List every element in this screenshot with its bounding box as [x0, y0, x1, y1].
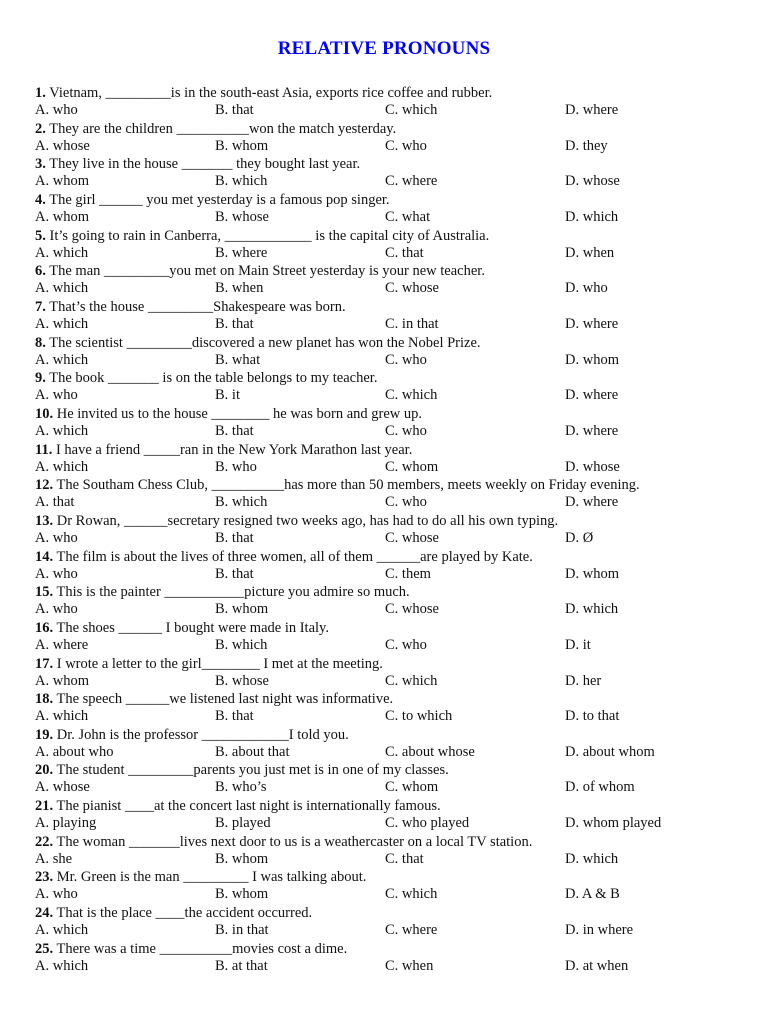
option-a: A. who	[35, 529, 78, 546]
option-b: B. about that	[215, 743, 290, 760]
question-text: The scientist _________discovered a new planet has won the Nobel Prize.	[49, 334, 481, 351]
option-d: D. which	[565, 850, 619, 867]
question-item	[35, 512, 735, 548]
question-stem	[35, 940, 735, 958]
question-stem	[35, 120, 735, 138]
option-d: D. her	[565, 672, 602, 689]
question-number: 17.	[35, 655, 54, 672]
question-stem	[35, 405, 735, 423]
question-stem	[35, 298, 735, 316]
option-d: D. they	[565, 137, 608, 154]
option-c: C. whom	[385, 779, 439, 796]
question-item	[35, 476, 735, 512]
question-number: 2.	[35, 120, 46, 137]
option-c: C. which	[385, 672, 438, 689]
answer-options	[35, 280, 735, 298]
option-d: D. it	[565, 636, 591, 653]
option-d: D. which	[565, 601, 619, 618]
option-c: C. which	[385, 387, 438, 404]
question-text: The woman _______lives next door to us is a weathercaster on a local TV station.	[56, 833, 533, 850]
question-text: This is the painter ___________picture you admire so much.	[56, 584, 410, 601]
option-b: B. that	[215, 529, 254, 546]
question-number: 12.	[35, 477, 54, 494]
answer-options	[35, 459, 735, 477]
question-stem	[35, 441, 735, 459]
question-number: 18.	[35, 691, 54, 708]
question-number: 10.	[35, 405, 54, 422]
option-c: C. who	[385, 636, 427, 653]
option-d: D. where	[565, 102, 619, 118]
question-text: The film is about the lives of three women, all of them ______are played by Kate.	[56, 548, 533, 565]
option-c: C. that	[385, 244, 424, 261]
question-item	[35, 405, 735, 441]
option-a: A. who	[35, 387, 78, 404]
answer-options	[35, 530, 735, 548]
option-b: B. whom	[215, 886, 269, 903]
option-d: D. to that	[565, 708, 620, 725]
option-d: D. about whom	[565, 743, 655, 760]
option-b: B. what	[215, 351, 261, 368]
option-a: A. that	[35, 494, 75, 511]
option-d: D. where	[565, 315, 619, 332]
answer-options	[35, 673, 735, 691]
option-a: A. which	[35, 922, 89, 939]
option-c: C. who	[385, 137, 427, 154]
question-item	[35, 548, 735, 584]
option-a: A. where	[35, 636, 89, 653]
option-a: A. which	[35, 422, 89, 439]
option-b: B. which	[215, 636, 268, 653]
question-item	[35, 155, 735, 191]
question-stem	[35, 904, 735, 922]
option-a: A. which	[35, 957, 89, 974]
option-c: C. what	[385, 208, 431, 225]
question-stem	[35, 548, 735, 566]
option-c: C. who	[385, 351, 427, 368]
question-text: The pianist ____at the concert last night is internationally famous.	[56, 798, 441, 815]
option-a: A. who	[35, 601, 78, 618]
question-item	[35, 120, 735, 156]
option-a: A. about who	[35, 743, 114, 760]
answer-options	[35, 851, 735, 869]
question-text: That’s the house _________Shakespeare was born.	[49, 298, 346, 315]
option-a: A. which	[35, 244, 89, 261]
option-c: C. where	[385, 173, 438, 190]
answer-options	[35, 138, 735, 156]
question-text: The Southam Chess Club, __________has more than 50 members, meets weekly on Friday evening.	[56, 477, 640, 494]
option-b: B. whom	[215, 850, 269, 867]
option-b: B. whose	[215, 208, 269, 225]
question-text: Dr. John is the professor ____________I told you.	[56, 726, 349, 743]
question-number: 9.	[35, 370, 46, 387]
question-stem	[35, 84, 735, 102]
option-c: C. to which	[385, 708, 453, 725]
option-c: C. which	[385, 102, 438, 118]
question-stem	[35, 191, 735, 209]
question-item	[35, 334, 735, 370]
option-d: D. where	[565, 387, 619, 404]
question-number: 25.	[35, 940, 54, 957]
option-d: D. Ø	[565, 529, 594, 546]
question-stem	[35, 833, 735, 851]
answer-options	[35, 958, 735, 976]
option-b: B. whom	[215, 137, 269, 154]
question-stem	[35, 334, 735, 352]
question-number: 16.	[35, 619, 54, 636]
question-stem	[35, 262, 735, 280]
question-number: 4.	[35, 191, 46, 208]
question-text: The shoes ______ I bought were made in Italy.	[56, 619, 329, 636]
question-item	[35, 726, 735, 762]
option-d: D. who	[565, 280, 608, 297]
option-b: B. that	[215, 708, 254, 725]
option-a: A. she	[35, 850, 73, 867]
option-d: D. whom	[565, 351, 619, 368]
question-stem	[35, 619, 735, 637]
question-item	[35, 191, 735, 227]
question-item	[35, 298, 735, 334]
question-item	[35, 655, 735, 691]
question-text: The student _________parents you just met is in one of my classes.	[56, 762, 449, 779]
question-stem	[35, 726, 735, 744]
question-text: Vietnam, _________is in the south-east Asia, exports rice coffee and rubber.	[49, 85, 493, 101]
question-number: 24.	[35, 905, 54, 922]
question-text: That is the place ____the accident occurred.	[56, 905, 313, 922]
question-item	[35, 868, 735, 904]
option-a: A. who	[35, 102, 78, 118]
question-number: 7.	[35, 298, 46, 315]
option-b: B. who’s	[215, 779, 267, 796]
option-b: B. at that	[215, 957, 268, 974]
option-a: A. which	[35, 351, 89, 368]
question-stem	[35, 690, 735, 708]
option-c: C. about whose	[385, 743, 475, 760]
answer-options	[35, 209, 735, 227]
option-d: D. whose	[565, 458, 620, 475]
option-b: B. when	[215, 280, 264, 297]
question-number: 15.	[35, 584, 54, 601]
question-number: 20.	[35, 762, 54, 779]
option-a: A. whose	[35, 779, 90, 796]
question-number: 6.	[35, 263, 46, 280]
option-a: A. whom	[35, 208, 89, 225]
option-b: B. that	[215, 315, 254, 332]
option-c: C. where	[385, 922, 438, 939]
option-b: B. it	[215, 387, 240, 404]
option-b: B. where	[215, 244, 268, 261]
option-a: A. who	[35, 886, 78, 903]
question-number: 11.	[35, 441, 53, 458]
option-c: C. when	[385, 957, 434, 974]
option-c: C. that	[385, 850, 424, 867]
question-stem	[35, 583, 735, 601]
answer-options	[35, 245, 735, 263]
question-number: 5.	[35, 227, 46, 244]
answer-options	[35, 173, 735, 191]
worksheet-title: RELATIVE PRONOUNS	[277, 38, 491, 59]
option-c: C. which	[385, 886, 438, 903]
answer-options	[35, 387, 735, 405]
question-text: Mr. Green is the man _________ I was talking about.	[56, 869, 367, 886]
question-item	[35, 583, 735, 619]
question-item	[35, 441, 735, 477]
option-c: C. them	[385, 565, 431, 582]
answer-options	[35, 566, 735, 584]
question-item	[35, 84, 735, 120]
question-stem	[35, 155, 735, 173]
answer-options	[35, 102, 735, 120]
question-number: 8.	[35, 334, 46, 351]
question-text: I have a friend _____ran in the New York Marathon last year.	[55, 441, 413, 458]
question-text: The man _________you met on Main Street yesterday is your new teacher.	[49, 263, 485, 280]
answer-options	[35, 423, 735, 441]
option-a: A. which	[35, 280, 89, 297]
question-number: 3.	[35, 156, 46, 173]
answer-options	[35, 922, 735, 940]
option-a: A. which	[35, 315, 89, 332]
question-item	[35, 904, 735, 940]
option-b: B. that	[215, 102, 254, 118]
question-stem	[35, 369, 735, 387]
option-b: B. who	[215, 458, 257, 475]
option-d: D. where	[565, 494, 619, 511]
option-b: B. whose	[215, 672, 269, 689]
question-stem	[35, 868, 735, 886]
option-a: A. playing	[35, 815, 97, 832]
option-b: B. that	[215, 422, 254, 439]
answer-options	[35, 815, 735, 833]
answer-options	[35, 352, 735, 370]
option-d: D. when	[565, 244, 615, 261]
option-d: D. in where	[565, 922, 634, 939]
question-text: The speech ______we listened last night was informative.	[56, 691, 394, 708]
option-d: D. at when	[565, 957, 629, 974]
question-text: He invited us to the house ________ he was born and grew up.	[56, 405, 423, 422]
answer-options	[35, 744, 735, 762]
option-a: A. which	[35, 458, 89, 475]
question-text: The book _______ is on the table belongs to my teacher.	[49, 370, 378, 387]
question-text: The girl ______ you met yesterday is a famous pop singer.	[49, 191, 390, 208]
option-c: C. whom	[385, 458, 439, 475]
option-d: D. whom played	[565, 815, 662, 832]
option-b: B. played	[215, 815, 271, 832]
question-stem	[35, 655, 735, 673]
question-number: 13.	[35, 512, 54, 529]
option-a: A. whom	[35, 173, 89, 190]
option-b: B. which	[215, 494, 268, 511]
question-number: 21.	[35, 798, 54, 815]
question-stem	[35, 227, 735, 245]
question-number: 22.	[35, 833, 54, 850]
question-item	[35, 940, 735, 976]
question-text: They live in the house _______ they bought last year.	[49, 156, 361, 173]
question-item	[35, 227, 735, 263]
question-number: 23.	[35, 869, 54, 886]
option-c: C. whose	[385, 601, 439, 618]
option-d: D. of whom	[565, 779, 635, 796]
question-text: I wrote a letter to the girl________ I met at the meeting.	[56, 655, 383, 672]
question-stem	[35, 797, 735, 815]
question-stem	[35, 761, 735, 779]
question-item	[35, 369, 735, 405]
option-b: B. which	[215, 173, 268, 190]
option-d: D. whom	[565, 565, 619, 582]
option-c: C. who	[385, 422, 427, 439]
option-c: C. who played	[385, 815, 470, 832]
question-item	[35, 619, 735, 655]
answer-options	[35, 601, 735, 619]
question-item	[35, 690, 735, 726]
option-d: D. A & B	[565, 886, 620, 903]
question-number: 1.	[35, 85, 46, 101]
option-c: C. whose	[385, 280, 439, 297]
option-c: C. in that	[385, 315, 439, 332]
option-a: A. whom	[35, 672, 89, 689]
question-text: There was a time __________movies cost a dime.	[56, 940, 348, 957]
question-item	[35, 262, 735, 298]
option-c: C. whose	[385, 529, 439, 546]
option-a: A. who	[35, 565, 78, 582]
answer-options	[35, 316, 735, 334]
option-d: D. where	[565, 422, 619, 439]
question-number: 19.	[35, 726, 54, 743]
question-stem	[35, 476, 735, 494]
question-stem	[35, 512, 735, 530]
answer-options	[35, 494, 735, 512]
question-item	[35, 797, 735, 833]
question-list	[35, 84, 735, 975]
question-text: It’s going to rain in Canberra, ____________ is the capital city of Australia.	[49, 227, 490, 244]
option-c: C. who	[385, 494, 427, 511]
answer-options	[35, 708, 735, 726]
question-text: They are the children __________won the match yesterday.	[49, 120, 397, 137]
question-number: 14.	[35, 548, 54, 565]
option-b: B. in that	[215, 922, 269, 939]
option-b: B. that	[215, 565, 254, 582]
option-a: A. whose	[35, 137, 90, 154]
question-item	[35, 833, 735, 869]
question-text: Dr Rowan, ______secretary resigned two weeks ago, has had to do all his own typing.	[56, 512, 559, 529]
option-a: A. which	[35, 708, 89, 725]
question-item	[35, 761, 735, 797]
option-d: D. whose	[565, 173, 620, 190]
answer-options	[35, 886, 735, 904]
answer-options	[35, 779, 735, 797]
option-b: B. whom	[215, 601, 269, 618]
answer-options	[35, 637, 735, 655]
option-d: D. which	[565, 208, 619, 225]
